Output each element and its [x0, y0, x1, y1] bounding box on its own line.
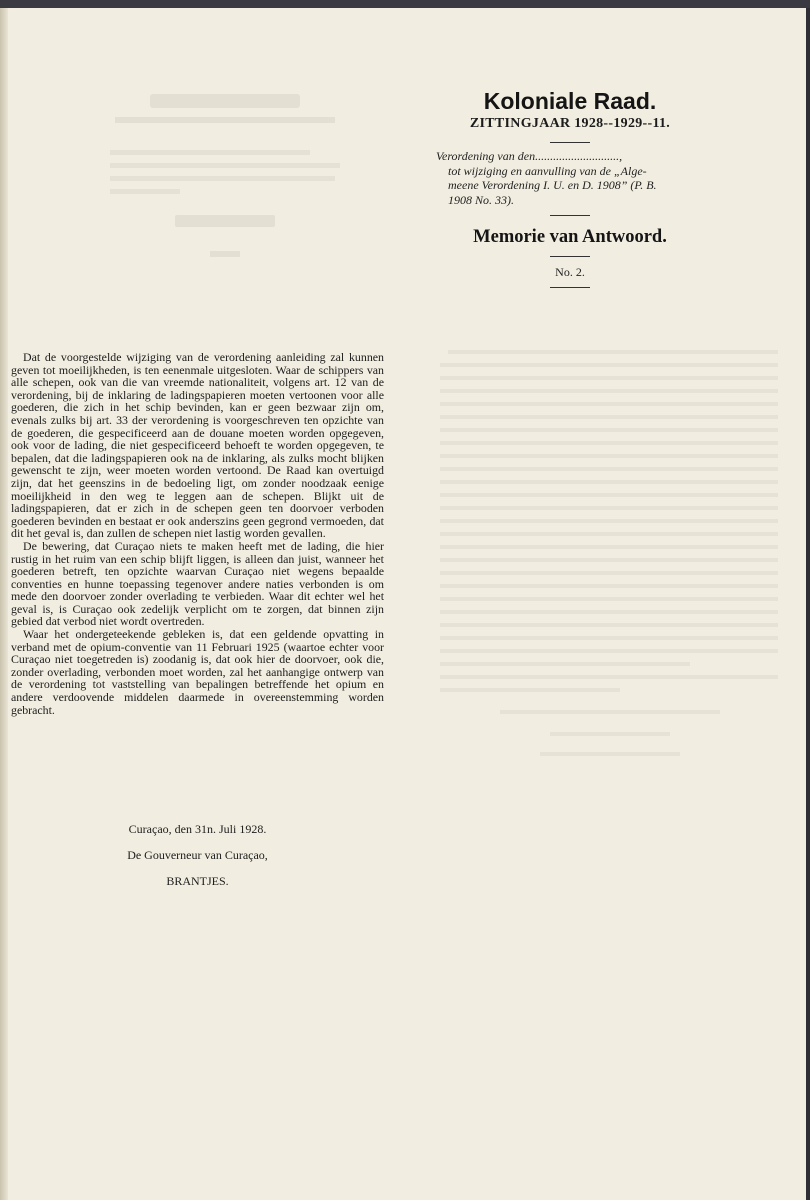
- show-through-session: [100, 114, 350, 130]
- show-through-ordinance: [110, 148, 350, 204]
- show-through-number: [100, 248, 350, 263]
- ordinance-description: [436, 149, 704, 207]
- number-divider: [550, 287, 590, 288]
- ordinance-line: meene Verordening I. U. en D. 1908” (P. B.: [448, 178, 657, 192]
- ordinance-line: tot wijziging en aanvulling van de „Alge-: [448, 163, 647, 178]
- governor-title: De Gouverneur van Curaçao,: [127, 848, 268, 862]
- title-divider: [550, 256, 590, 257]
- show-through-body: [440, 348, 780, 762]
- council-title: Koloniale Raad.: [483, 88, 657, 114]
- memorandum-body: [11, 351, 384, 716]
- ordinance-divider: [550, 215, 590, 216]
- document-number: No. 2.: [555, 265, 585, 279]
- show-through-heading: [100, 210, 350, 238]
- scan-right-border: [806, 8, 810, 1200]
- ordinance-line: 1908 No. 33).: [448, 192, 514, 207]
- governor-name: BRANTJES.: [166, 874, 229, 888]
- header-divider: [550, 142, 590, 143]
- page-binding-edge: [0, 8, 8, 1200]
- scan-top-border: [0, 0, 810, 8]
- document-header: [420, 86, 720, 294]
- body-paragraph: Dat de voorgestelde wijziging van de verordening aanleiding zal kunnen geven tot moeilijkheden, is ten eenenmale uitgesloten. Waar de schippers van alle schepen, ook van die van vreemde nationaliteit, volgens art. 12 van de verordening, bij de inklaring de ladingspapieren moeten vertoonen voor alle goederen, die zich in het schip bevinden, kan er geen bezwaar zijn om, evenals zulks bij art. 33 der verordening is voorgeschreven ten opzichte van de goederen, die gespecificeerd aan de douane moeten worden opgegeven, ook voor de lading, die niet gespecificeerd behoeft te worden opgegeven, te bepalen, dat die ladingspapieren ook na de inklaring, als zulks mocht blijken gewenscht te zijn, weer moeten worden vertoond. De Raad kan overtuigd zijn, dat het geenszins in de bedoeling ligt, om zonder noodzaak eenige moeilijkheid in den weg te leggen aan de schepen. Blijkt uit de ladingspapieren, dat er zich in de schepen geen ten doorvoer verboden goederen bevinden en bestaat er ook anderszins geen gegrond vermoeden, dat dit het geval is, dan zullen de schepen niet lastig worden gevallen.: [11, 350, 384, 541]
- document-title: Memorie van Antwoord.: [473, 227, 667, 247]
- body-paragraph: Waar het ondergeteekende gebleken is, dat een geldende opvatting in verband met de opium-conventie van 11 Februari 1925 (waartoe echter voor Curaçao niet toegetreden is) zoodanig is, dat ook hier de doorvoer, ook die, zonder overlading, verbonden moet worden, zal het aanhangige ontwerp van de verordening tot vaststelling van bepalingen betreffende het opium en andere verdoovende middelen daarmede in overeenstemming worden gebracht.: [11, 627, 384, 717]
- ordinance-line: Verordening van den............................,: [436, 149, 623, 163]
- place-date: Curaçao, den 31n. Juli 1928.: [128, 822, 267, 836]
- session-year: ZITTINGJAAR 1928--1929--11.: [469, 116, 671, 131]
- body-paragraph: De bewering, dat Curaçao niets te maken heeft met de lading, die hier rustig in het ruim van een schip blijft liggen, is alleen dan juist, wanneer het goederen betreft, ten opzichte waarvan Curaçao niet wegens bepaalde conventies en hunne toepassing tegenover andere naties verbonden is om mede den doorvoer zonder overlading te verbieden. Waar dit echter wel het geval is, is Curaçao ook zedelijk verplicht om te zorgen, dat binnen zijn gebied dat verbod niet wordt overtreden.: [11, 538, 384, 629]
